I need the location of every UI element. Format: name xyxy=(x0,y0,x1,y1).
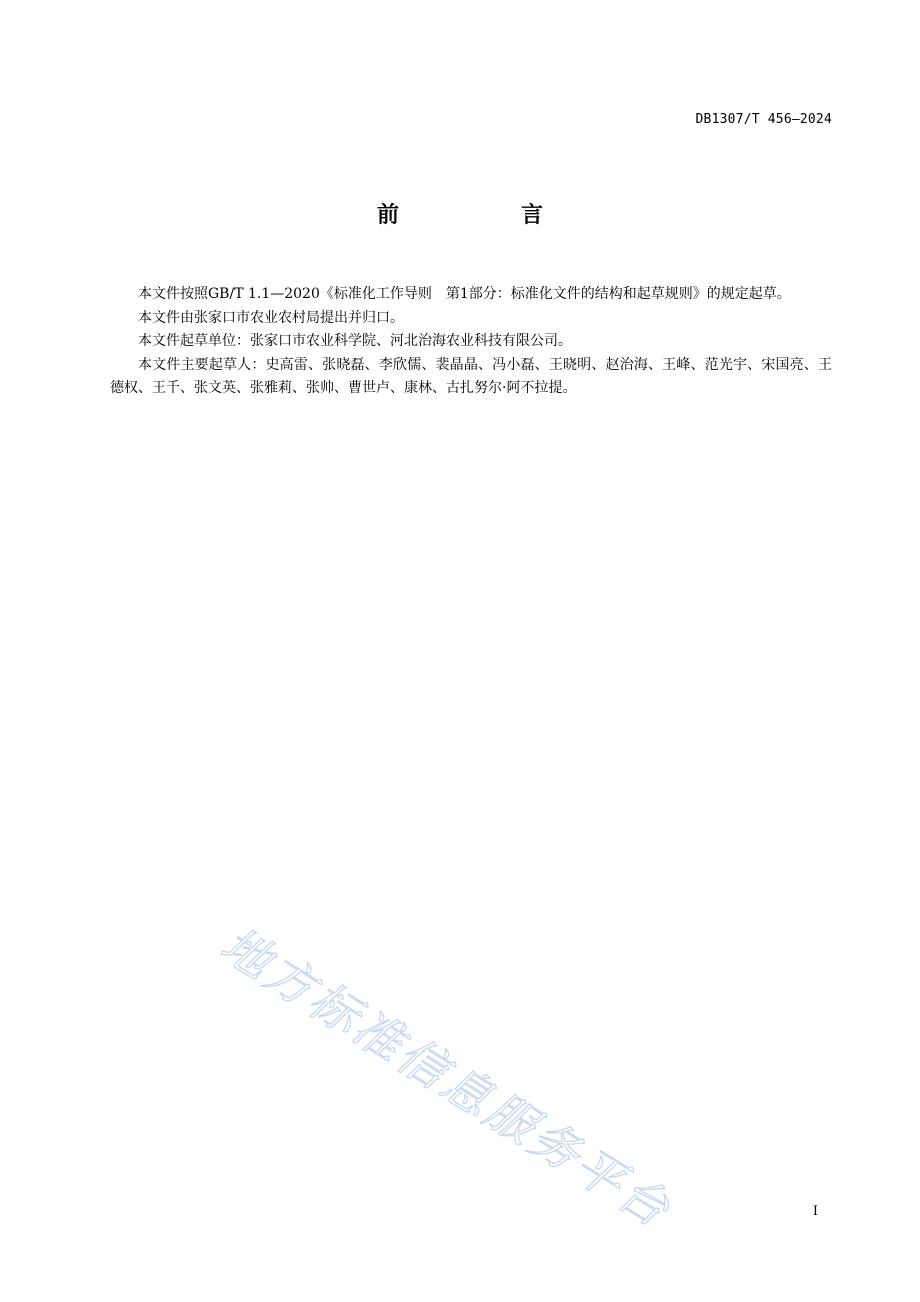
preface-paragraph-proposer: 本文件由张家口市农业农村局提出并归口。 xyxy=(138,309,404,326)
document-number: DB1307/T 456—2024 xyxy=(695,112,832,127)
page-number: I xyxy=(812,1204,818,1219)
preface-paragraph-drafting-rules: 本文件按照GB/T 1.1—2020《标准化工作导则 第1部分：标准化文件的结构和起草规则》的规定起草。 xyxy=(138,286,791,302)
page-title: 前 言 xyxy=(376,203,593,228)
preface-paragraph-drafting-units: 本文件起草单位：张家口市农业科学院、河北治海农业科技有限公司。 xyxy=(138,333,572,349)
preface-body xyxy=(110,283,832,401)
preface-paragraph-drafters: 本文件主要起草人：史高雷、张晓磊、李欣儒、裴晶晶、冯小磊、王晓明、赵治海、王峰、范光宇、宋国亮、王德权、王千、张文英、张雅莉、张帅、曹世卢、康林、古扎努尔·阿不拉提。 xyxy=(110,356,832,396)
watermark: 地方标准信息服务平台 xyxy=(210,916,682,1240)
